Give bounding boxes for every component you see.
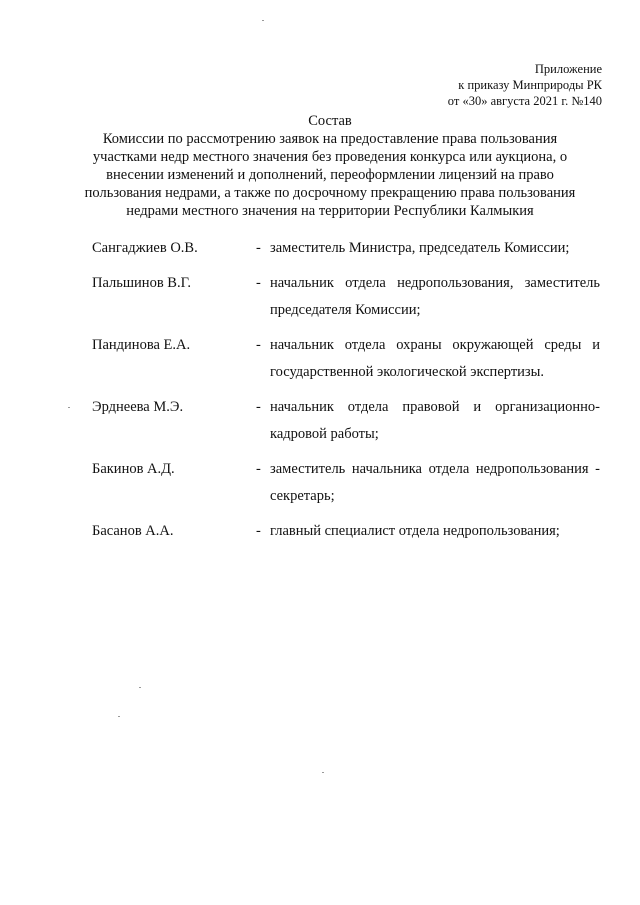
member-row bbox=[92, 394, 600, 448]
member-dash: - bbox=[256, 399, 261, 415]
member-role: начальник отдела недропользования, заместитель председателя Комиссии; bbox=[270, 275, 600, 318]
appendix-header bbox=[448, 61, 602, 109]
scan-speck bbox=[262, 20, 264, 21]
member-name: Пальшинов В.Г. bbox=[92, 275, 191, 291]
title-heading: Состав bbox=[308, 113, 352, 129]
member-role: начальник отдела правовой и организационно-кадровой работы; bbox=[270, 399, 600, 442]
member-row bbox=[92, 456, 600, 510]
member-dash: - bbox=[256, 240, 261, 256]
order-date-number: от «30» августа 2021 г. №140 bbox=[447, 94, 602, 108]
title-body: Комиссии по рассмотрению заявок на предоставление права пользования участками недр местного значения без проведения конкурса или аукциона, о внесении изменений и дополнений, переоформлении лицензий на право пользования недрами, а также по досрочному прекращению права пользования недрами местного значения на территории Республики Калмыкия bbox=[84, 131, 576, 219]
scan-speck bbox=[68, 407, 70, 408]
appendix-label: Приложение bbox=[534, 62, 602, 76]
member-row bbox=[92, 332, 600, 386]
scan-speck bbox=[139, 687, 141, 688]
member-name: Сангаджиев О.В. bbox=[92, 240, 198, 256]
member-row bbox=[92, 270, 600, 324]
member-role: начальник отдела охраны окружающей среды и государственной экологической экспертизы. bbox=[270, 337, 600, 380]
scan-speck bbox=[118, 716, 120, 717]
member-name: Бакинов А.Д. bbox=[92, 461, 175, 477]
order-reference: к приказу Минприроды РК bbox=[458, 78, 602, 92]
member-role: главный специалист отдела недропользования; bbox=[270, 523, 560, 539]
member-name: Эрднеева М.Э. bbox=[92, 399, 184, 415]
member-role: заместитель Министра, председатель Комиссии; bbox=[270, 240, 570, 256]
commission-members-list bbox=[92, 235, 600, 553]
member-dash: - bbox=[256, 337, 261, 353]
member-name: Пандинова Е.А. bbox=[92, 337, 191, 353]
member-role: заместитель начальника отдела недропользования - секретарь; bbox=[270, 461, 600, 504]
member-dash: - bbox=[256, 275, 261, 291]
member-name: Басанов А.А. bbox=[92, 523, 174, 539]
document-title bbox=[80, 112, 580, 220]
member-row bbox=[92, 235, 600, 262]
member-dash: - bbox=[256, 461, 261, 477]
member-dash: - bbox=[256, 523, 261, 539]
member-row bbox=[92, 518, 600, 545]
scan-speck bbox=[322, 772, 324, 773]
